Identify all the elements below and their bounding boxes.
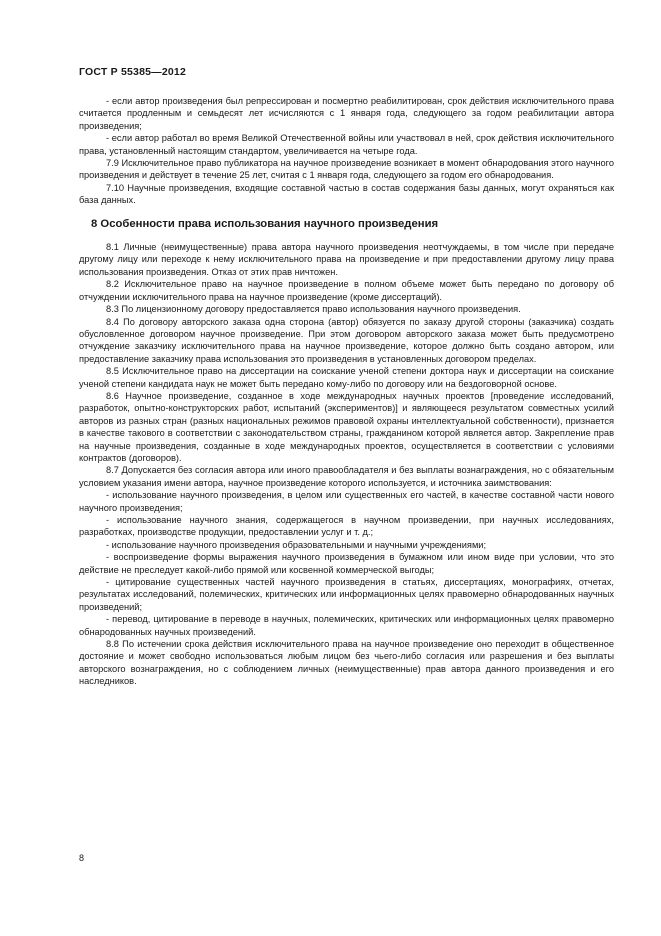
paragraph: 7.9 Исключительное право публикатора на научное произведение возникает в момент обнародования этого научного произведения и действует в течение 25 лет, считая с 1 января года, следующего за годом его обнародования. — [79, 158, 614, 181]
paragraph: 8.8 По истечении срока действия исключительного права на научное произведение оно переходит в общественное достояние и может свободно использоваться любым лицом без чьего-либо согласия или разрешения и без выплаты авторского вознаграждения, но с соблюдением личных (неимущественные) прав автора данного произведения и его наследников. — [79, 639, 614, 687]
paragraph: 8.1 Личные (неимущественные) права автора научного произведения неотчуждаемы, в том числе при передаче другому лицу или переходе к нему исключительного права на произведение и при предоставлении другому лицу права использования произведения. Отказ от этих прав ничтожен. — [79, 242, 614, 277]
list-item: - использование научного произведения образовательными и научными учреждениями; — [106, 539, 487, 550]
paragraph: 8.4 По договору авторского заказа одна сторона (автор) обязуется по заказу другой стороны (заказчика) создать обусловленное договором научное произведение. При этом договором авторского заказа может быть предусмотрено отчуждение заказчику исключительного права на научное произведение, которое должно быть создано автором, или предоставление заказчику права использования это произведения в установленных договором пределах. — [79, 316, 614, 364]
paragraph: 8.2 Исключительное право на научное произведение в полном объеме может быть передано по договору об отчуждении исключительного права на научное произведение (кроме диссертаций). — [79, 279, 614, 302]
document-body — [79, 95, 614, 688]
paragraph: 8.7 Допускается без согласия автора или иного правообладателя и без выплаты вознаграждения, но с обязательным условием указания имени автора, научное произведение которого используется, и источника заимствования: — [79, 465, 614, 488]
list-item: - цитирование существенных частей научного произведения в статьях, диссертациях, монографиях, отчетах, результатах исследований, полемических, критических или информационных целях правомерно обнародованных научных произведений; — [79, 577, 614, 612]
section-heading: 8 Особенности права использования научного произведения — [91, 217, 439, 230]
paragraph: 8.3 По лицензионному договору предоставляется право использования научного произведения. — [106, 304, 521, 315]
page-number: 8 — [79, 853, 85, 863]
paragraph: 8.6 Научное произведение, созданное в ходе международных научных проектов [проведение исследований, разработок, опытно-конструкторских работ, испытаний (экспериментов)] и являющееся результатом совместных усилий авторов из разных стран (разных национальных режимов правовой охраны интеллектуальной собственности), признается в качестве такового в соответствии с законодательством страны, гражданином которой является автор. Закрепление прав на научные произведения, созданные в ходе международных проектов, осуществляется в соответствии с условиями контрактов (договоров). — [79, 390, 614, 463]
paragraph: 8.5 Исключительное право на диссертации на соискание ученой степени доктора наук и диссертации на соискание ученой степени кандидата наук не может быть передано кому-либо по договору или на бездоговорной основе. — [79, 366, 614, 389]
paragraph: - если автор произведения был репрессирован и посмертно реабилитирован, срок действия исключительного права считается продленным и семьдесят лет исчисляются с 1 января года, следующего за годом реабилитации автора произведения; — [79, 96, 614, 131]
list-item: - воспроизведение формы выражения научного произведения в бумажном или ином виде при условии, что это действие не преследует какой-либо прямой или косвенной коммерческой выгоды; — [79, 552, 614, 575]
paragraph: - если автор работал во время Великой Отечественной войны или участвовал в ней, срок действия исключительного права, установленный настоящим стандартом, увеличивается на четыре года. — [79, 133, 614, 156]
list-item: - перевод, цитирование в переводе в научных, полемических, критических или информационных целях правомерно обнародованных научных произведений. — [79, 614, 614, 637]
list-item: - использование научного произведения, в целом или существенных его частей, в качестве составной части нового научного произведения; — [79, 490, 614, 513]
document-header: ГОСТ Р 55385—2012 — [79, 66, 187, 78]
paragraph: 7.10 Научные произведения, входящие составной частью в состав содержания базы данных, могут охраняться как база данных. — [79, 182, 614, 206]
list-item: - использование научного знания, содержащегося в научном произведении, при научных исследованиях, разработках, производстве продукции, предоставлении услуг и т. д.; — [79, 515, 614, 538]
